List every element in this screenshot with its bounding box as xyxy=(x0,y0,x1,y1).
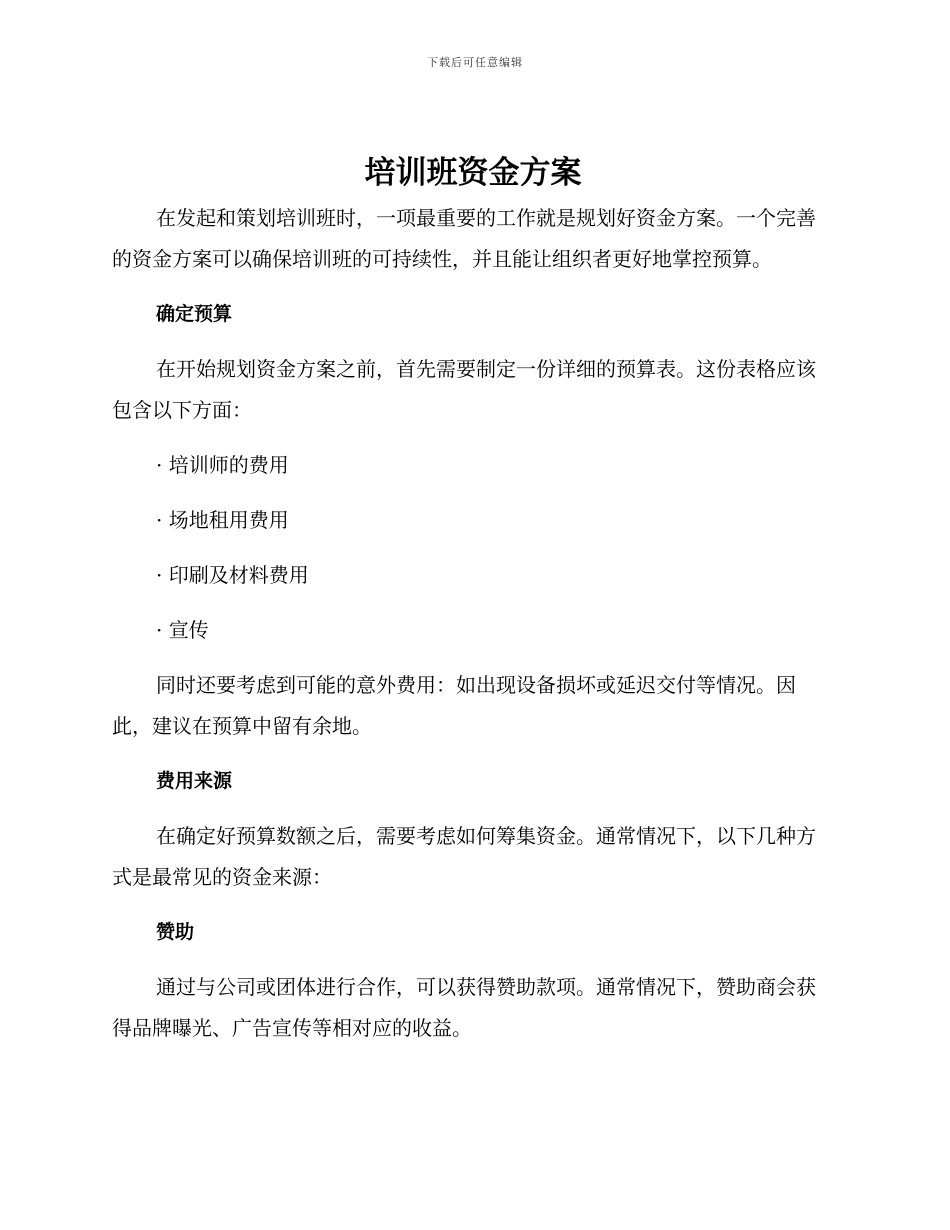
document-title: 培训班资金方案 xyxy=(364,155,582,191)
spacer xyxy=(112,802,834,816)
list-item: · 场地租用费用 xyxy=(156,508,289,532)
spacer xyxy=(112,747,834,761)
spacer xyxy=(112,651,834,665)
spacer xyxy=(112,898,834,912)
list-item: · 印刷及材料费用 xyxy=(156,563,309,587)
spacer xyxy=(112,280,834,294)
list-item: · 培训师的费用 xyxy=(156,453,289,477)
spacer xyxy=(112,335,834,349)
spacer xyxy=(112,541,834,555)
sources-paragraph: 在确定好预算数额之后，需要考虑如何筹集资金。通常情况下，以下几种方式是最常见的资金来源： xyxy=(112,824,816,889)
header-note: 下载后可任意编辑 xyxy=(427,56,523,69)
list-item: · 宣传 xyxy=(156,618,209,642)
section-heading-sponsorship: 赞助 xyxy=(156,921,195,943)
document-body xyxy=(112,148,834,1049)
budget-paragraph: 在开始规划资金方案之前，首先需要制定一份详细的预算表。这份表格应该包含以下方面： xyxy=(112,357,816,422)
section-heading-sources: 费用来源 xyxy=(156,770,233,792)
budget-contingency-paragraph: 同时还要考虑到可能的意外费用：如出现设备损坏或延迟交付等情况。因此，建议在预算中留有余地。 xyxy=(112,673,796,738)
intro-paragraph: 在发起和策划培训班时，一项最重要的工作就是规划好资金方案。一个完善的资金方案可以确保培训班的可持续性，并且能让组织者更好地掌控预算。 xyxy=(112,206,816,271)
spacer xyxy=(112,953,834,967)
section-heading-budget: 确定预算 xyxy=(156,303,233,325)
spacer xyxy=(112,431,834,445)
sponsorship-paragraph: 通过与公司或团体进行合作，可以获得赞助款项。通常情况下，赞助商会获得品牌曝光、广告宣传等相对应的收益。 xyxy=(112,975,816,1040)
spacer xyxy=(112,486,834,500)
spacer xyxy=(112,596,834,610)
